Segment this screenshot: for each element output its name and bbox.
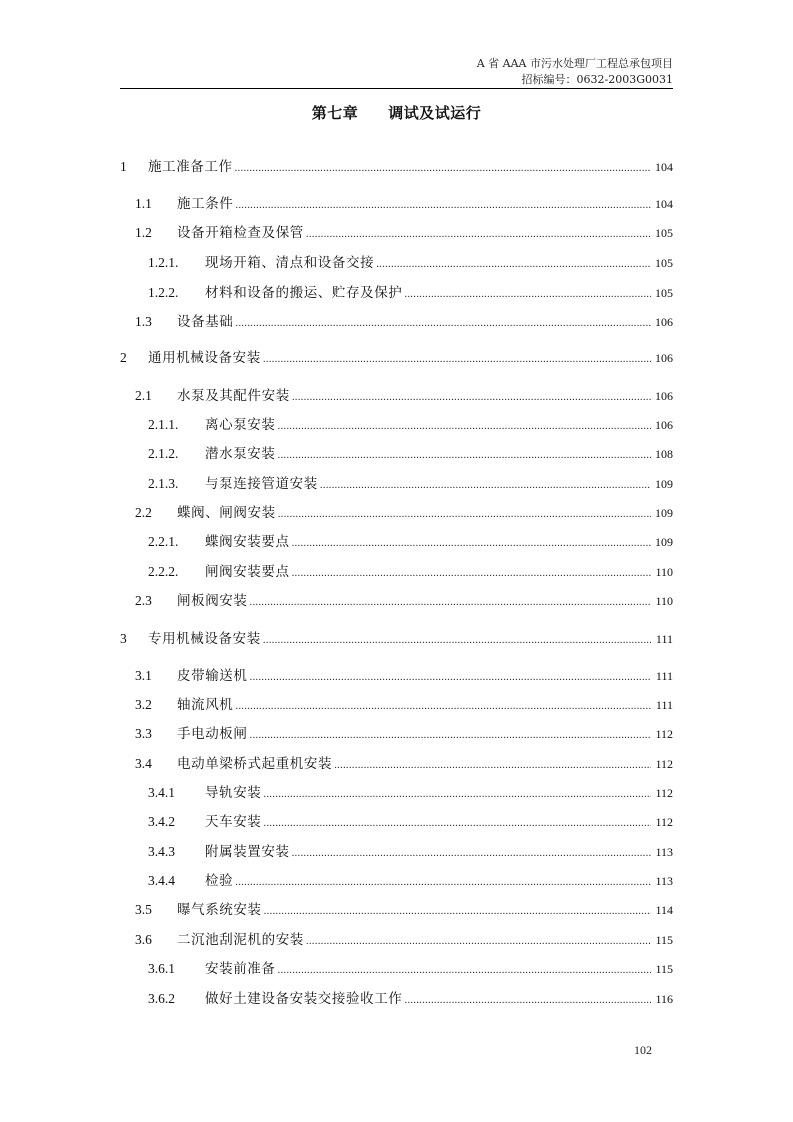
toc-entry[interactable] (120, 283, 673, 303)
toc-entry[interactable] (120, 253, 673, 273)
toc-entry-page[interactable]: 105 (655, 226, 673, 240)
toc-entry[interactable] (120, 223, 673, 243)
toc-entry-number: 3.3 (135, 726, 152, 741)
toc-entry-title[interactable]: 手电动板闸 (177, 726, 248, 742)
toc-entry-number: 1.2.1. (148, 255, 179, 270)
toc-entry[interactable] (120, 415, 673, 435)
toc-entry-number: 2.2.2. (148, 564, 179, 579)
toc-entry[interactable] (120, 474, 673, 494)
toc-entry-page[interactable]: 113 (655, 845, 673, 859)
dot-leader (235, 195, 651, 215)
dot-leader (292, 843, 651, 863)
toc-entry-title[interactable]: 设备开箱检查及保管 (177, 225, 304, 241)
toc-entry-page[interactable]: 109 (655, 535, 673, 549)
toc-entry-number: 1 (120, 159, 127, 174)
toc-entry[interactable] (120, 959, 673, 979)
dot-leader (292, 387, 651, 407)
toc-entry-number: 3.4.3 (148, 844, 175, 859)
toc-entry-number: 3.6.1 (148, 961, 175, 976)
toc-entry-page[interactable]: 106 (655, 389, 673, 403)
toc-entry-number: 2.1.1. (148, 417, 179, 432)
toc-entry-title[interactable]: 做好土建设备安装交接验收工作 (205, 991, 403, 1007)
toc-entry-page[interactable]: 112 (655, 815, 673, 829)
toc-entry[interactable] (120, 157, 673, 177)
toc-entry-title[interactable]: 蝶阀、闸阀安装 (177, 505, 276, 521)
toc-entry-title[interactable]: 离心泵安装 (205, 417, 276, 433)
dot-leader (306, 931, 651, 951)
toc-entry[interactable] (120, 532, 673, 552)
toc-entry-title[interactable]: 现场开箱、清点和设备交接 (205, 255, 375, 271)
toc-entry-title[interactable]: 曝气系统安装 (177, 902, 262, 918)
toc-entry[interactable] (120, 754, 673, 774)
toc-entry-page[interactable]: 104 (655, 160, 673, 174)
toc-entry-number: 3.2 (135, 697, 152, 712)
toc-entry-title[interactable]: 专用机械设备安装 (148, 631, 261, 647)
toc-entry-title[interactable]: 闸阀安装要点 (205, 564, 290, 580)
toc-entry[interactable] (120, 194, 673, 214)
dot-leader (334, 755, 651, 775)
toc-entry-title[interactable]: 轴流风机 (177, 697, 234, 713)
dot-leader (292, 533, 651, 553)
toc-entry-page[interactable]: 106 (655, 351, 673, 365)
toc-entry[interactable] (120, 842, 673, 862)
toc-entry-title[interactable]: 皮带输送机 (177, 668, 248, 684)
toc-entry[interactable] (120, 562, 673, 582)
toc-entry-title[interactable]: 天车安装 (205, 814, 262, 830)
dot-leader (278, 445, 652, 465)
header-tender-number: 招标编号：0632-2003G0031 (521, 73, 673, 86)
toc-entry-title[interactable]: 蝶阀安装要点 (205, 534, 290, 550)
toc-entry-number: 2.3 (135, 593, 152, 608)
dot-leader (235, 313, 651, 333)
toc-entry-page[interactable]: 111 (655, 669, 673, 683)
toc-entry[interactable] (120, 386, 673, 406)
toc-entry-title[interactable]: 闸板阀安装 (177, 593, 248, 609)
dot-leader (278, 416, 652, 436)
toc-entry[interactable] (120, 871, 673, 891)
dot-leader (264, 901, 651, 921)
dot-leader (278, 504, 651, 524)
dot-leader (278, 960, 652, 980)
toc-entry[interactable] (120, 783, 673, 803)
dot-leader (250, 667, 652, 687)
toc-entry-title[interactable]: 施工条件 (177, 196, 234, 212)
toc-entry-title[interactable]: 附属装置安装 (205, 844, 290, 860)
toc-entry[interactable] (120, 989, 673, 1009)
dot-leader (376, 254, 651, 274)
toc-entry-page[interactable]: 109 (655, 506, 673, 520)
toc-entry-title[interactable]: 安装前准备 (205, 961, 276, 977)
dot-leader (263, 813, 651, 833)
toc-entry-number: 3.5 (135, 902, 152, 917)
toc-entry-page[interactable]: 105 (655, 256, 673, 270)
toc-entry-title[interactable]: 潜水泵安装 (205, 446, 276, 462)
toc-entry[interactable] (120, 444, 673, 464)
toc-entry[interactable] (120, 930, 673, 950)
toc-entry-number: 3.4 (135, 756, 152, 771)
toc-entry-number: 2.1.3. (148, 476, 179, 491)
dot-leader (235, 158, 651, 178)
toc-entry-page[interactable]: 110 (655, 594, 673, 608)
toc-entry[interactable] (120, 312, 673, 332)
toc-entry[interactable] (120, 900, 673, 920)
toc-entry-page[interactable]: 111 (655, 632, 673, 646)
running-header (477, 56, 673, 88)
toc-entry[interactable] (120, 348, 673, 368)
toc-entry-number: 1.1 (135, 196, 152, 211)
toc-entry-title[interactable]: 二沉池刮泥机的安装 (177, 932, 304, 948)
dot-leader (404, 284, 651, 304)
header-divider (120, 88, 673, 89)
toc-entry-title[interactable]: 施工准备工作 (148, 159, 233, 175)
toc-entry-page[interactable]: 109 (655, 477, 673, 491)
toc-entry-number: 3 (120, 631, 127, 646)
toc-entry-page[interactable]: 110 (655, 565, 673, 579)
toc-entry-number: 3.4.4 (148, 873, 175, 888)
toc-entry-number: 3.1 (135, 668, 152, 683)
dot-leader (320, 475, 651, 495)
toc-entry-number: 3.4.2 (148, 814, 175, 829)
toc-entry-page[interactable]: 105 (655, 286, 673, 300)
dot-leader (263, 349, 651, 369)
toc-entry-number: 3.6.2 (148, 991, 175, 1006)
chapter-number: 第七章 (311, 104, 359, 122)
chapter-name: 调试及试运行 (388, 104, 482, 122)
toc-entry[interactable] (120, 724, 673, 744)
toc-entry-page[interactable]: 106 (655, 418, 673, 432)
toc-entry[interactable] (120, 812, 673, 832)
toc-entry[interactable] (120, 666, 673, 686)
toc-entry-title[interactable]: 材料和设备的搬运、贮存及保护 (205, 285, 403, 301)
toc-entry[interactable] (120, 503, 673, 523)
toc-entry[interactable] (120, 695, 673, 715)
toc-entry-page[interactable]: 112 (655, 786, 673, 800)
toc-entry-title[interactable]: 通用机械设备安装 (148, 350, 261, 366)
toc-entry-title[interactable]: 电动单梁桥式起重机安装 (177, 756, 333, 772)
toc-entry-page[interactable]: 108 (655, 447, 673, 461)
toc-entry-number: 3.6 (135, 932, 152, 947)
toc-entry-page[interactable]: 104 (655, 197, 673, 211)
toc-entry-number: 2.1 (135, 388, 152, 403)
header-project-line: A 省 AAA 市污水处理厂工程总承包项目 (476, 57, 673, 70)
dot-leader (235, 872, 651, 892)
toc-entry-number: 2.2.1. (148, 534, 179, 549)
dot-leader (250, 592, 652, 612)
toc-entry-page[interactable]: 113 (655, 874, 673, 888)
toc-entry-page[interactable]: 112 (655, 757, 673, 771)
toc-entry-page[interactable]: 112 (655, 727, 673, 741)
toc-entry-title[interactable]: 导轨安装 (205, 785, 262, 801)
page-number: 102 (634, 1043, 652, 1057)
toc-entry-number: 1.2.2. (148, 285, 179, 300)
toc-entry-page[interactable]: 111 (655, 698, 673, 712)
toc-entry[interactable] (120, 591, 673, 611)
toc-entry-title[interactable]: 水泵及其配件安装 (177, 388, 290, 404)
toc-entry-number: 1.3 (135, 314, 152, 329)
toc-entry-number: 3.4.1 (148, 785, 175, 800)
dot-leader (292, 563, 651, 583)
toc-entry[interactable] (120, 629, 673, 649)
toc-entry-page[interactable]: 115 (655, 933, 673, 947)
dot-leader (235, 696, 651, 716)
dot-leader (250, 725, 652, 745)
toc-entry-title[interactable]: 设备基础 (177, 314, 234, 330)
toc-entry-title[interactable]: 检验 (205, 873, 234, 889)
dot-leader (306, 224, 651, 244)
toc-entry-page[interactable]: 106 (655, 315, 673, 329)
toc-entry-page[interactable]: 114 (655, 903, 673, 917)
toc-entry-page[interactable]: 115 (655, 962, 673, 976)
dot-leader (263, 630, 651, 650)
toc-entry-number: 2 (120, 350, 127, 365)
toc-entry-number: 1.2 (135, 225, 152, 240)
chapter-title (0, 102, 793, 123)
dot-leader (404, 990, 651, 1010)
toc-entry-title[interactable]: 与泵连接管道安装 (205, 476, 318, 492)
toc-entry-number: 2.1.2. (148, 446, 179, 461)
toc-entry-page[interactable]: 116 (655, 992, 673, 1006)
toc-entry-number: 2.2 (135, 505, 152, 520)
dot-leader (263, 784, 651, 804)
